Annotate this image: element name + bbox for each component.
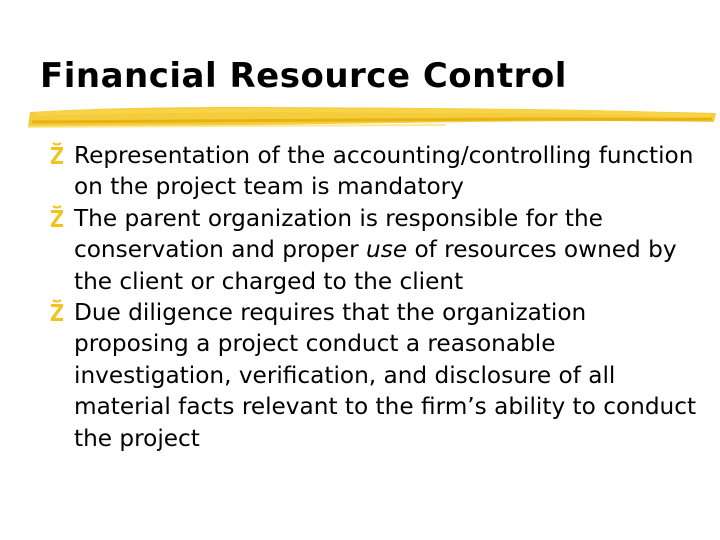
bullet-text-start: The parent organization is responsible for the conservation and proper (74, 204, 603, 264)
bullet-emphasis: use (366, 236, 408, 264)
bullet-text-end: of resources owned by the client or charged to the client (74, 236, 677, 295)
slide-title: Financial Resource Control (40, 56, 567, 96)
z-bullet-icon (48, 140, 66, 170)
bullet-item (48, 203, 708, 297)
bullet-text: Representation of the accounting/controlling function on the project team is mandatory (74, 142, 694, 201)
bullet-item (48, 140, 708, 203)
z-bullet-icon (48, 203, 66, 233)
bullet-text: Due diligence requires that the organization proposing a project conduct a reasonable investigation, verification, and disclosure of all material facts relevant to the firm’s ability to conduct the project (74, 299, 697, 452)
title-underline-brush-stroke (26, 100, 720, 134)
z-bullet-icon (48, 297, 66, 327)
bullet-list (48, 140, 708, 454)
bullet-item (48, 297, 708, 454)
